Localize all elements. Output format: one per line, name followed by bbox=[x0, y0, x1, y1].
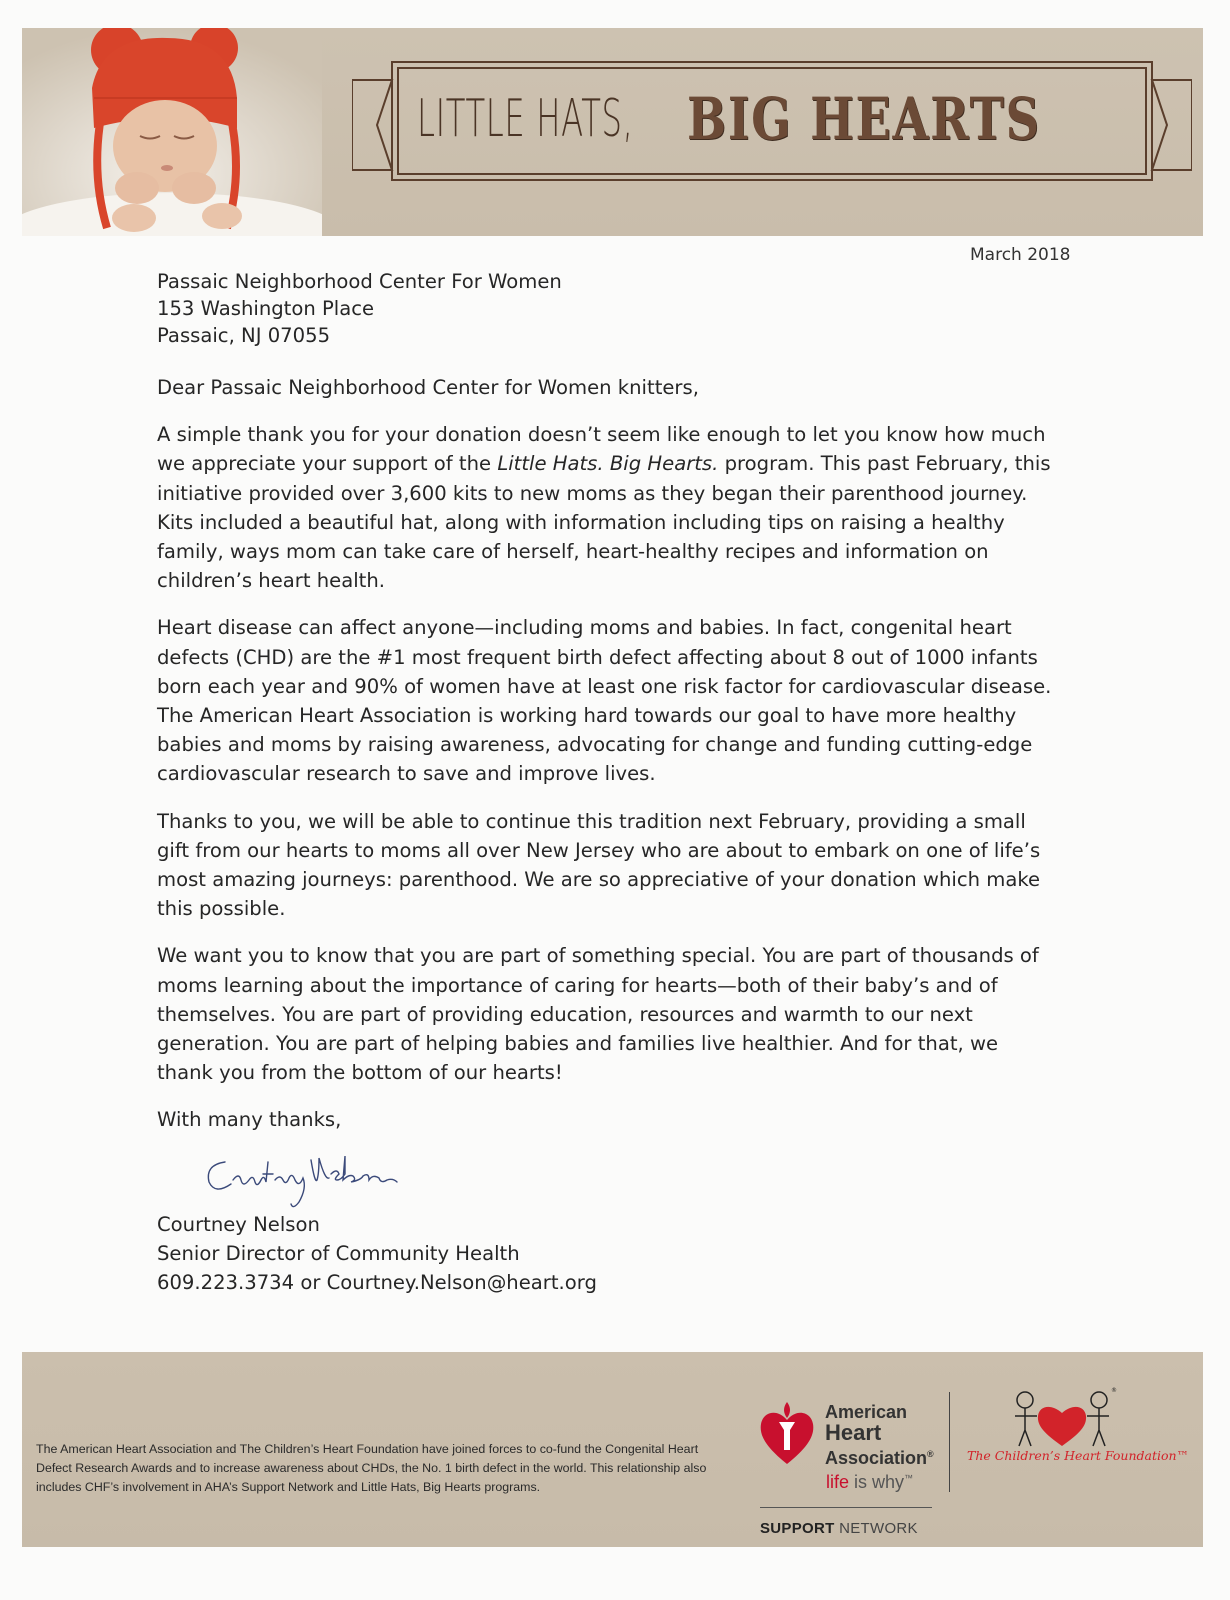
sender-block bbox=[157, 1210, 597, 1297]
footer-banner bbox=[22, 1352, 1203, 1547]
paragraph-3: Thanks to you, we will be able to continue this tradition next February, providing a small gift from our hearts to moms all over New Jersey who are about to embark on one of life’s most amazing journeys: parenthood. We are so appreciative of your donation which make this possible. bbox=[157, 809, 1041, 921]
banner-title-bold: BIG HEARTS bbox=[687, 85, 1041, 153]
letter-date: March 2018 bbox=[970, 245, 1071, 265]
chf-wordmark: The Children’s Heart Foundation™ bbox=[967, 1448, 1190, 1463]
support-network-label: SUPPORT NETWORK bbox=[760, 1520, 918, 1537]
recipient-line: Passaic Neighborhood Center For Women bbox=[157, 270, 562, 293]
paragraph-2: Heart disease can affect anyone—including moms and babies. In fact, congenital heart defects (CHD) are the #1 most frequent birth defect affecting about 8 out of 1000 infants born each year and 90% of women have at least one risk factor for cardiovascular disease. The American Heart Association is working hard towards our goal to have more healthy babies and moms by raising awareness, advocating for change and funding cutting-edge cardiovascular research to save and improve lives. bbox=[157, 616, 1052, 786]
closing: With many thanks, bbox=[157, 1108, 342, 1132]
recipient-line: Passaic, NJ 07055 bbox=[157, 324, 331, 347]
recipient-line: 153 Washington Place bbox=[157, 297, 375, 320]
sender-title: Senior Director of Community Health bbox=[157, 1242, 520, 1265]
letter-body bbox=[157, 268, 1057, 1135]
support-divider bbox=[760, 1507, 932, 1508]
recipient-address bbox=[157, 268, 1057, 349]
sender-contact: 609.223.3734 or Courtney.Nelson@heart.org bbox=[157, 1271, 597, 1294]
header-banner bbox=[22, 28, 1203, 236]
chf-reg-mark: ® bbox=[1111, 1387, 1117, 1394]
paragraph-1-b: program. This past February, this initiative provided over 3,600 kits to new moms as they began their parenthood journey. Kits included a beautiful hat, along with information including tips on raising a healthy family, ways mom can take care of herself, heart-healthy recipes and information on children’s heart health. bbox=[157, 452, 1051, 593]
paragraph-1 bbox=[157, 420, 1057, 595]
aha-wordmark-line: Heart bbox=[825, 1420, 882, 1445]
program-name: Little Hats. Big Hearts. bbox=[497, 452, 719, 476]
paragraph-1-a: A simple thank you for your donation doesn’t seem like enough to let you know how much we appreciate your support of the bbox=[157, 423, 1046, 476]
banner-title bbox=[417, 74, 1117, 164]
logo-divider bbox=[949, 1392, 950, 1492]
aha-wordmark-line: American bbox=[825, 1402, 908, 1422]
aha-tagline: life is why™ bbox=[826, 1472, 914, 1492]
paragraph-4: We want you to know that you are part of something special. You are part of thousands of moms learning about the importance of caring for hearts—both of their baby’s and of themselves. You are part of providing education, resources and warmth to our next generation. You are part of helping babies and families live healthier. And for that, we thank you from the bottom of our hearts! bbox=[157, 944, 1039, 1085]
banner-title-light: LITTLE HATS, bbox=[417, 89, 634, 149]
baby-in-knit-hat-photo bbox=[22, 28, 322, 236]
aha-heart-torch-icon bbox=[757, 1398, 817, 1468]
aha-wordmark bbox=[825, 1402, 934, 1468]
sender-name: Courtney Nelson bbox=[157, 1213, 320, 1236]
aha-wordmark-line: Association® bbox=[825, 1448, 934, 1468]
salutation: Dear Passaic Neighborhood Center for Women knitters, bbox=[157, 376, 699, 399]
childrens-heart-foundation-logo-icon bbox=[1007, 1386, 1117, 1456]
footer-text: The American Heart Association and The Children’s Heart Foundation have joined forces to co-fund the Congenital Heart Defect Research Awards and to increase awareness about CHDs, the No. 1 birth defect in the world. This relationship also includes CHF’s involvement in AHA’s Support Network and Little Hats, Big Hearts programs. bbox=[36, 1442, 707, 1494]
